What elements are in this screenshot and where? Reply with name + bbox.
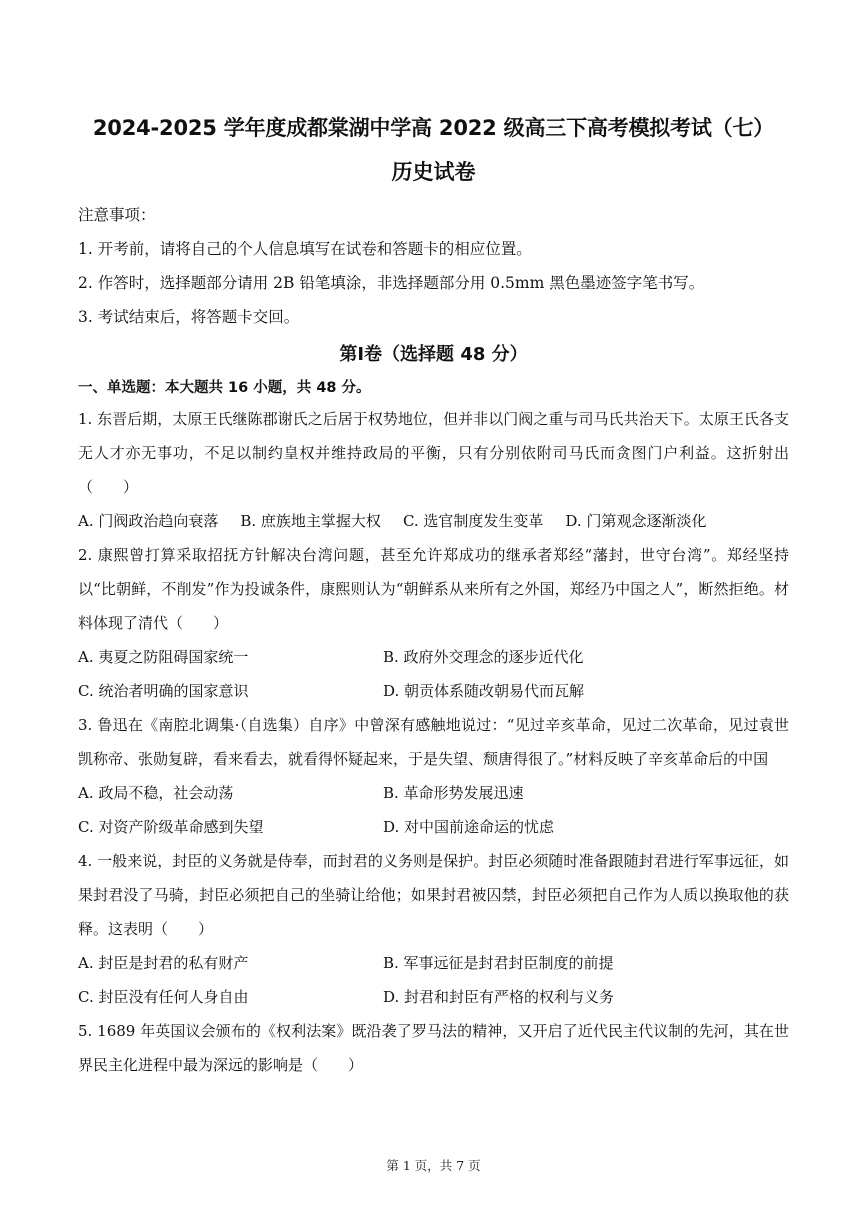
option-d: D. 封君和封臣有严格的权利与义务 xyxy=(383,988,615,1006)
option-d: D. 朝贡体系随改朝易代而瓦解 xyxy=(383,682,585,700)
option-c: C. 选官制度发生变革 xyxy=(402,512,544,530)
exam-title: 2024-2025 学年度成都棠湖中学高 2022 级高三下高考模拟考试（七） xyxy=(92,116,775,140)
notice-item: 3. 考试结束后，将答题卡交回。 xyxy=(78,308,300,326)
exam-subtitle: 历史试卷 xyxy=(391,160,476,184)
option-c: C. 统治者明确的国家意识 xyxy=(78,682,249,700)
notice-block xyxy=(78,198,789,334)
question-2 xyxy=(78,538,789,708)
question-1 xyxy=(78,402,789,538)
options-row xyxy=(78,980,789,1014)
page-number: 第 1 页，共 7 页 xyxy=(386,1158,481,1173)
options-row xyxy=(78,776,789,810)
option-b: B. 军事远征是封君封臣制度的前提 xyxy=(383,954,614,972)
question-stem: 5. 1689 年英国议会颁布的《权利法案》既沿袭了罗马法的精神，又开启了近代民主代议制的先河，其在世界民主化进程中最为深远的影响是（ ） xyxy=(78,1022,789,1074)
options-row xyxy=(78,674,789,708)
option-a: A. 门阀政治趋向衰落 xyxy=(78,512,219,530)
question-stem: 2. 康熙曾打算采取招抚方针解决台湾问题，甚至允许郑成功的继承者郑经“藩封，世守台湾”。郑经坚持以“比朝鲜，不削发”作为投诚条件，康熙则认为“朝鲜系从来所有之外国，郑经乃中国之人”，断然拒绝。材料体现了清代（ ） xyxy=(78,546,789,632)
options-row xyxy=(78,504,789,538)
question-stem: 3. 鲁迅在《南腔北调集·（自选集）自序》中曾深有感触地说过：“见过辛亥革命，见过二次革命，见过袁世凯称帝、张勋复辟，看来看去，就看得怀疑起来，于是失望、颓唐得很了。”材料反映了辛亥革命后的中国 xyxy=(78,716,789,768)
option-a: A. 政局不稳，社会动荡 xyxy=(78,784,234,802)
question-stem: 4. 一般来说，封臣的义务就是侍奉，而封君的义务则是保护。封臣必须随时准备跟随封君进行军事远征，如果封君没了马骑，封臣必须把自己的坐骑让给他；如果封君被囚禁，封臣必须把自己作为人质以换取他的获释。这表明（ ） xyxy=(78,852,789,938)
option-a: A. 夷夏之防阻碍国家统一 xyxy=(78,648,249,666)
option-b: B. 庶族地主掌握大权 xyxy=(240,512,381,530)
notice-item: 1. 开考前，请将自己的个人信息填写在试卷和答题卡的相应位置。 xyxy=(78,240,532,258)
question-stem: 1. 东晋后期，太原王氏继陈郡谢氏之后居于权势地位，但并非以门阀之重与司马氏共治天下。太原王氏各支无人才亦无事功，不足以制约皇权并维持政局的平衡，只有分别依附司马氏而贪图门户利益。这折射出（ ） xyxy=(78,410,789,496)
option-d: D. 对中国前途命运的忧虑 xyxy=(383,818,555,836)
question-4 xyxy=(78,844,789,1014)
option-b: B. 革命形势发展迅速 xyxy=(383,784,524,802)
option-d: D. 门第观念逐渐淡化 xyxy=(565,512,707,530)
part-title: 一、单选题：本大题共 16 小题，共 48 分。 xyxy=(78,380,371,396)
options-row xyxy=(78,640,789,674)
option-b: B. 政府外交理念的逐步近代化 xyxy=(383,648,584,666)
question-3 xyxy=(78,708,789,844)
question-5 xyxy=(78,1014,789,1082)
section-title: 第Ⅰ卷（选择题 48 分） xyxy=(339,344,528,365)
notice-heading: 注意事项： xyxy=(78,206,156,224)
option-c: C. 对资产阶级革命感到失望 xyxy=(78,818,264,836)
options-row xyxy=(78,946,789,980)
option-a: A. 封臣是封君的私有财产 xyxy=(78,954,249,972)
options-row xyxy=(78,810,789,844)
notice-item: 2. 作答时，选择题部分请用 2B 铅笔填涂，非选择题部分用 0.5mm 黑色墨迹签字笔书写。 xyxy=(78,274,705,292)
option-c: C. 封臣没有任何人身自由 xyxy=(78,988,249,1006)
